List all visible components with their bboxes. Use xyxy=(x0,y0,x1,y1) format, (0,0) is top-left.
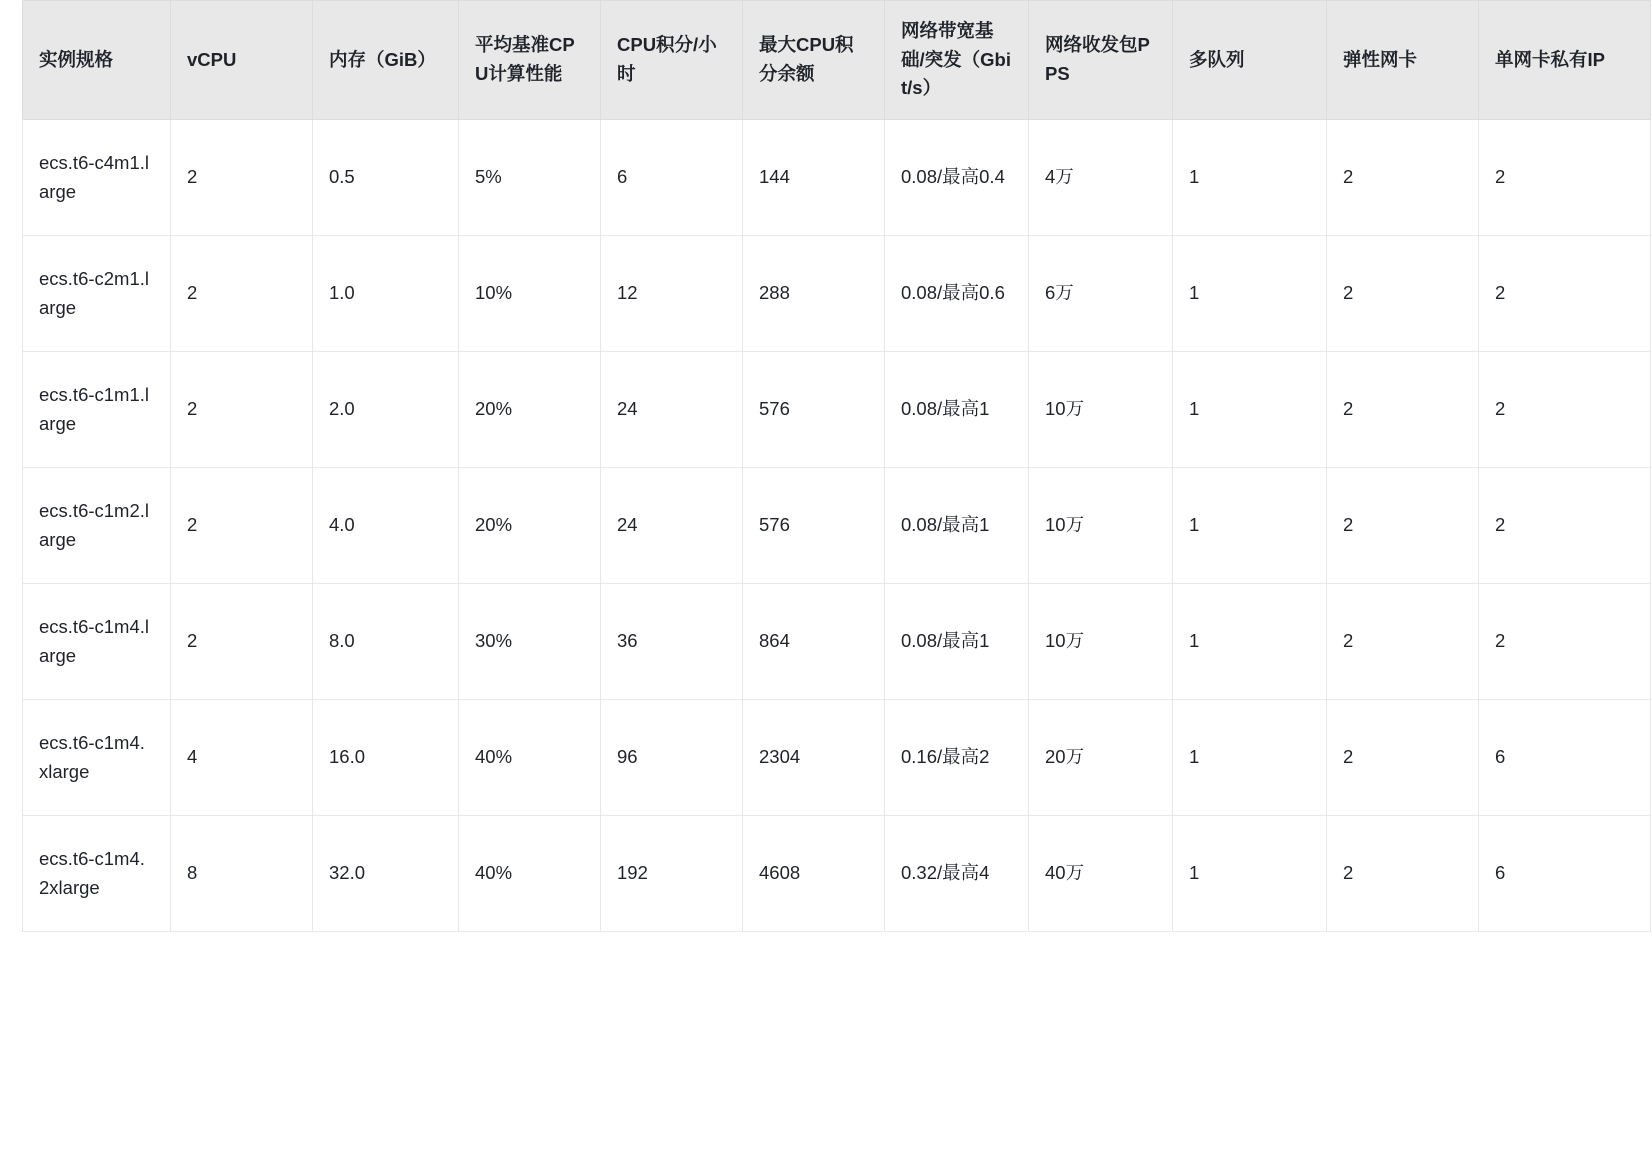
cell-private-ips: 2 xyxy=(1479,584,1651,700)
cell-private-ips: 2 xyxy=(1479,352,1651,468)
cell-instance: ecs.t6-c1m2.large xyxy=(23,468,171,584)
cell-private-ips: 2 xyxy=(1479,236,1651,352)
cell-enis: 2 xyxy=(1327,816,1479,932)
cell-bandwidth: 0.08/最高0.6 xyxy=(885,236,1029,352)
cell-bandwidth: 0.32/最高4 xyxy=(885,816,1029,932)
cell-queues: 1 xyxy=(1173,584,1327,700)
cell-baseline: 20% xyxy=(459,468,601,584)
cell-pps: 6万 xyxy=(1029,236,1173,352)
cell-pps: 40万 xyxy=(1029,816,1173,932)
cell-queues: 1 xyxy=(1173,352,1327,468)
cell-enis: 2 xyxy=(1327,352,1479,468)
column-header-bandwidth: 网络带宽基础/突发（Gbit/s） xyxy=(885,1,1029,120)
table-row xyxy=(23,236,1651,352)
cell-vcpu: 2 xyxy=(171,468,313,584)
cell-queues: 1 xyxy=(1173,120,1327,236)
cell-memory: 32.0 xyxy=(313,816,459,932)
cell-private-ips: 2 xyxy=(1479,120,1651,236)
cell-private-ips: 6 xyxy=(1479,700,1651,816)
table-header xyxy=(23,1,1651,120)
cell-queues: 1 xyxy=(1173,700,1327,816)
cell-vcpu: 2 xyxy=(171,352,313,468)
cell-enis: 2 xyxy=(1327,584,1479,700)
cell-queues: 1 xyxy=(1173,816,1327,932)
cell-pps: 10万 xyxy=(1029,352,1173,468)
cell-max-credits: 864 xyxy=(743,584,885,700)
table-row xyxy=(23,468,1651,584)
instance-spec-table xyxy=(22,0,1651,932)
cell-max-credits: 288 xyxy=(743,236,885,352)
cell-max-credits: 144 xyxy=(743,120,885,236)
cell-credits-per-hour: 6 xyxy=(601,120,743,236)
cell-max-credits: 2304 xyxy=(743,700,885,816)
table-row xyxy=(23,352,1651,468)
table-row xyxy=(23,816,1651,932)
cell-credits-per-hour: 36 xyxy=(601,584,743,700)
cell-vcpu: 2 xyxy=(171,584,313,700)
cell-private-ips: 2 xyxy=(1479,468,1651,584)
cell-vcpu: 2 xyxy=(171,236,313,352)
cell-baseline: 40% xyxy=(459,816,601,932)
cell-memory: 16.0 xyxy=(313,700,459,816)
cell-memory: 1.0 xyxy=(313,236,459,352)
cell-pps: 10万 xyxy=(1029,584,1173,700)
cell-enis: 2 xyxy=(1327,700,1479,816)
cell-instance: ecs.t6-c1m4.large xyxy=(23,584,171,700)
cell-baseline: 40% xyxy=(459,700,601,816)
cell-credits-per-hour: 192 xyxy=(601,816,743,932)
cell-bandwidth: 0.08/最高1 xyxy=(885,352,1029,468)
cell-pps: 20万 xyxy=(1029,700,1173,816)
column-header-enis: 弹性网卡 xyxy=(1327,1,1479,120)
column-header-credits-per-hour: CPU积分/小时 xyxy=(601,1,743,120)
column-header-vcpu: vCPU xyxy=(171,1,313,120)
column-header-max-credits: 最大CPU积分余额 xyxy=(743,1,885,120)
cell-baseline: 30% xyxy=(459,584,601,700)
table-row xyxy=(23,584,1651,700)
column-header-baseline-cpu: 平均基准CPU计算性能 xyxy=(459,1,601,120)
cell-credits-per-hour: 24 xyxy=(601,468,743,584)
cell-queues: 1 xyxy=(1173,236,1327,352)
table-body xyxy=(23,120,1651,932)
cell-vcpu: 2 xyxy=(171,120,313,236)
cell-instance: ecs.t6-c2m1.large xyxy=(23,236,171,352)
cell-max-credits: 576 xyxy=(743,468,885,584)
cell-memory: 2.0 xyxy=(313,352,459,468)
cell-credits-per-hour: 96 xyxy=(601,700,743,816)
cell-enis: 2 xyxy=(1327,236,1479,352)
cell-max-credits: 576 xyxy=(743,352,885,468)
cell-instance: ecs.t6-c4m1.large xyxy=(23,120,171,236)
cell-baseline: 20% xyxy=(459,352,601,468)
column-header-queues: 多队列 xyxy=(1173,1,1327,120)
cell-queues: 1 xyxy=(1173,468,1327,584)
cell-credits-per-hour: 12 xyxy=(601,236,743,352)
table-header-row xyxy=(23,1,1651,120)
cell-enis: 2 xyxy=(1327,120,1479,236)
cell-vcpu: 8 xyxy=(171,816,313,932)
table-row xyxy=(23,700,1651,816)
cell-instance: ecs.t6-c1m4.2xlarge xyxy=(23,816,171,932)
cell-instance: ecs.t6-c1m1.large xyxy=(23,352,171,468)
cell-baseline: 5% xyxy=(459,120,601,236)
cell-private-ips: 6 xyxy=(1479,816,1651,932)
cell-bandwidth: 0.08/最高0.4 xyxy=(885,120,1029,236)
cell-max-credits: 4608 xyxy=(743,816,885,932)
column-header-memory: 内存（GiB） xyxy=(313,1,459,120)
cell-memory: 4.0 xyxy=(313,468,459,584)
cell-bandwidth: 0.08/最高1 xyxy=(885,584,1029,700)
cell-enis: 2 xyxy=(1327,468,1479,584)
cell-instance: ecs.t6-c1m4.xlarge xyxy=(23,700,171,816)
cell-vcpu: 4 xyxy=(171,700,313,816)
cell-credits-per-hour: 24 xyxy=(601,352,743,468)
cell-memory: 0.5 xyxy=(313,120,459,236)
column-header-instance: 实例规格 xyxy=(23,1,171,120)
cell-pps: 10万 xyxy=(1029,468,1173,584)
column-header-private-ips: 单网卡私有IP xyxy=(1479,1,1651,120)
cell-bandwidth: 0.08/最高1 xyxy=(885,468,1029,584)
table-row xyxy=(23,120,1651,236)
cell-baseline: 10% xyxy=(459,236,601,352)
column-header-pps: 网络收发包PPS xyxy=(1029,1,1173,120)
cell-pps: 4万 xyxy=(1029,120,1173,236)
cell-bandwidth: 0.16/最高2 xyxy=(885,700,1029,816)
cell-memory: 8.0 xyxy=(313,584,459,700)
